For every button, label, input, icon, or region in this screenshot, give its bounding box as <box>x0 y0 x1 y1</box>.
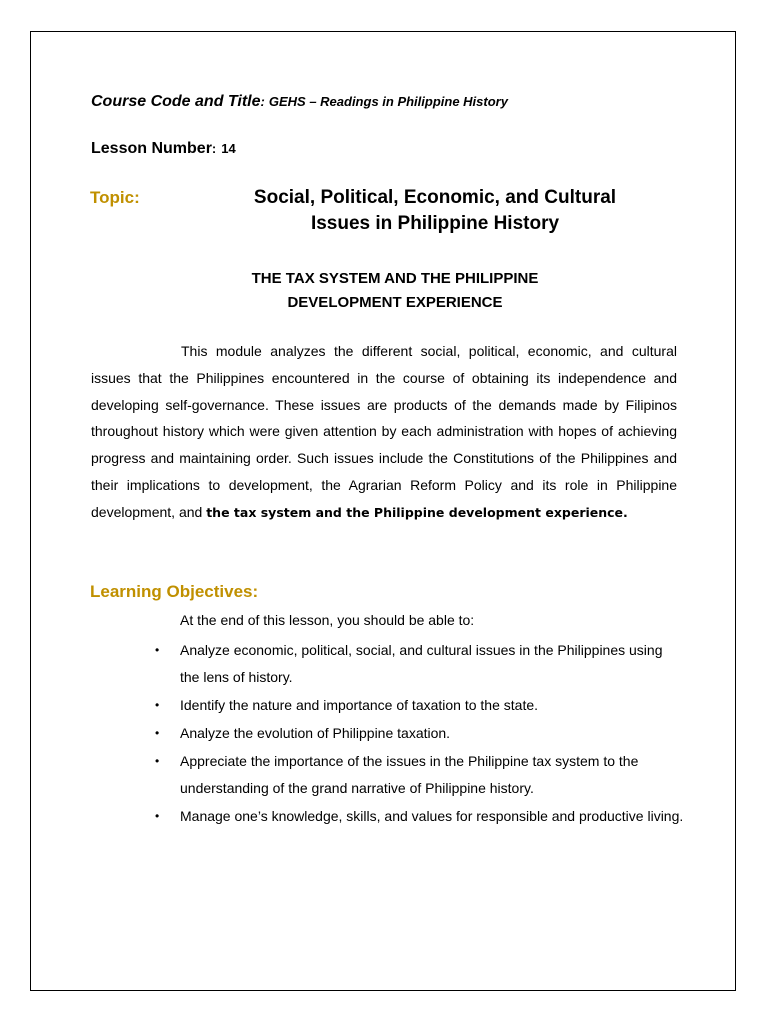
objective-item <box>155 692 685 719</box>
intro-bold-tail: the tax system and the Philippine development experience. <box>206 504 628 520</box>
module-title-line-2: DEVELOPMENT EXPERIENCE <box>287 294 503 311</box>
topic-label: Topic: <box>90 188 140 207</box>
objective-text: Analyze the evolution of Philippine taxation. <box>180 725 451 741</box>
learning-objectives-lead: At the end of this lesson, you should be able to: <box>180 612 475 628</box>
lesson-number-value: 14 <box>221 141 236 156</box>
course-code-label: Course Code and Title <box>91 93 261 110</box>
course-code-line <box>91 93 508 111</box>
course-code-value: GEHS – Readings in Philippine History <box>268 94 508 109</box>
learning-objectives-heading: Learning Objectives: <box>90 582 259 601</box>
objective-item <box>155 803 685 830</box>
learning-objectives-list <box>155 637 685 831</box>
objective-item <box>155 637 685 691</box>
objective-text: Appreciate the importance of the issues in the Philippine tax system to the understanding of the grand narrative of Philippine history. <box>180 753 639 796</box>
intro-paragraph <box>91 338 677 527</box>
objective-text: Identify the nature and importance of taxation to the state. <box>180 697 539 713</box>
objective-text: Manage one’s knowledge, skills, and values for responsible and productive living. <box>180 808 684 824</box>
topic-title <box>210 185 660 237</box>
objective-item <box>155 748 685 802</box>
intro-text: This module analyzes the different social, political, economic, and cultural issues that the Philippines encountered in the course of obtaining its independence and developing self-governance. These issues are products of the demands made by Filipinos throughout history which were given attention by each administration with hopes of achieving progress and maintaining order. Such issues include the Constitutions of the Philippines and their implications to development, the Agrarian Reform Policy and its role in Philippine development, and <box>91 343 677 520</box>
topic-title-line-1: Social, Political, Economic, and Cultural <box>253 187 617 208</box>
bullet-icon: • <box>155 643 160 657</box>
bullet-icon: • <box>155 726 160 740</box>
bullet-icon: • <box>155 809 160 823</box>
module-title-line-1: THE TAX SYSTEM AND THE PHILIPPINE <box>251 270 539 287</box>
bullet-icon: • <box>155 754 160 768</box>
lesson-number-colon: : <box>211 141 217 156</box>
course-code-colon: : <box>260 94 265 109</box>
topic-title-line-2: Issues in Philippine History <box>310 213 560 234</box>
objective-item <box>155 720 685 747</box>
module-title <box>170 267 620 315</box>
lesson-number-line <box>91 140 236 158</box>
lesson-number-label: Lesson Number <box>91 140 212 157</box>
bullet-icon: • <box>155 698 160 712</box>
objective-text: Analyze economic, political, social, and cultural issues in the Philippines using the lens of history. <box>180 642 663 685</box>
